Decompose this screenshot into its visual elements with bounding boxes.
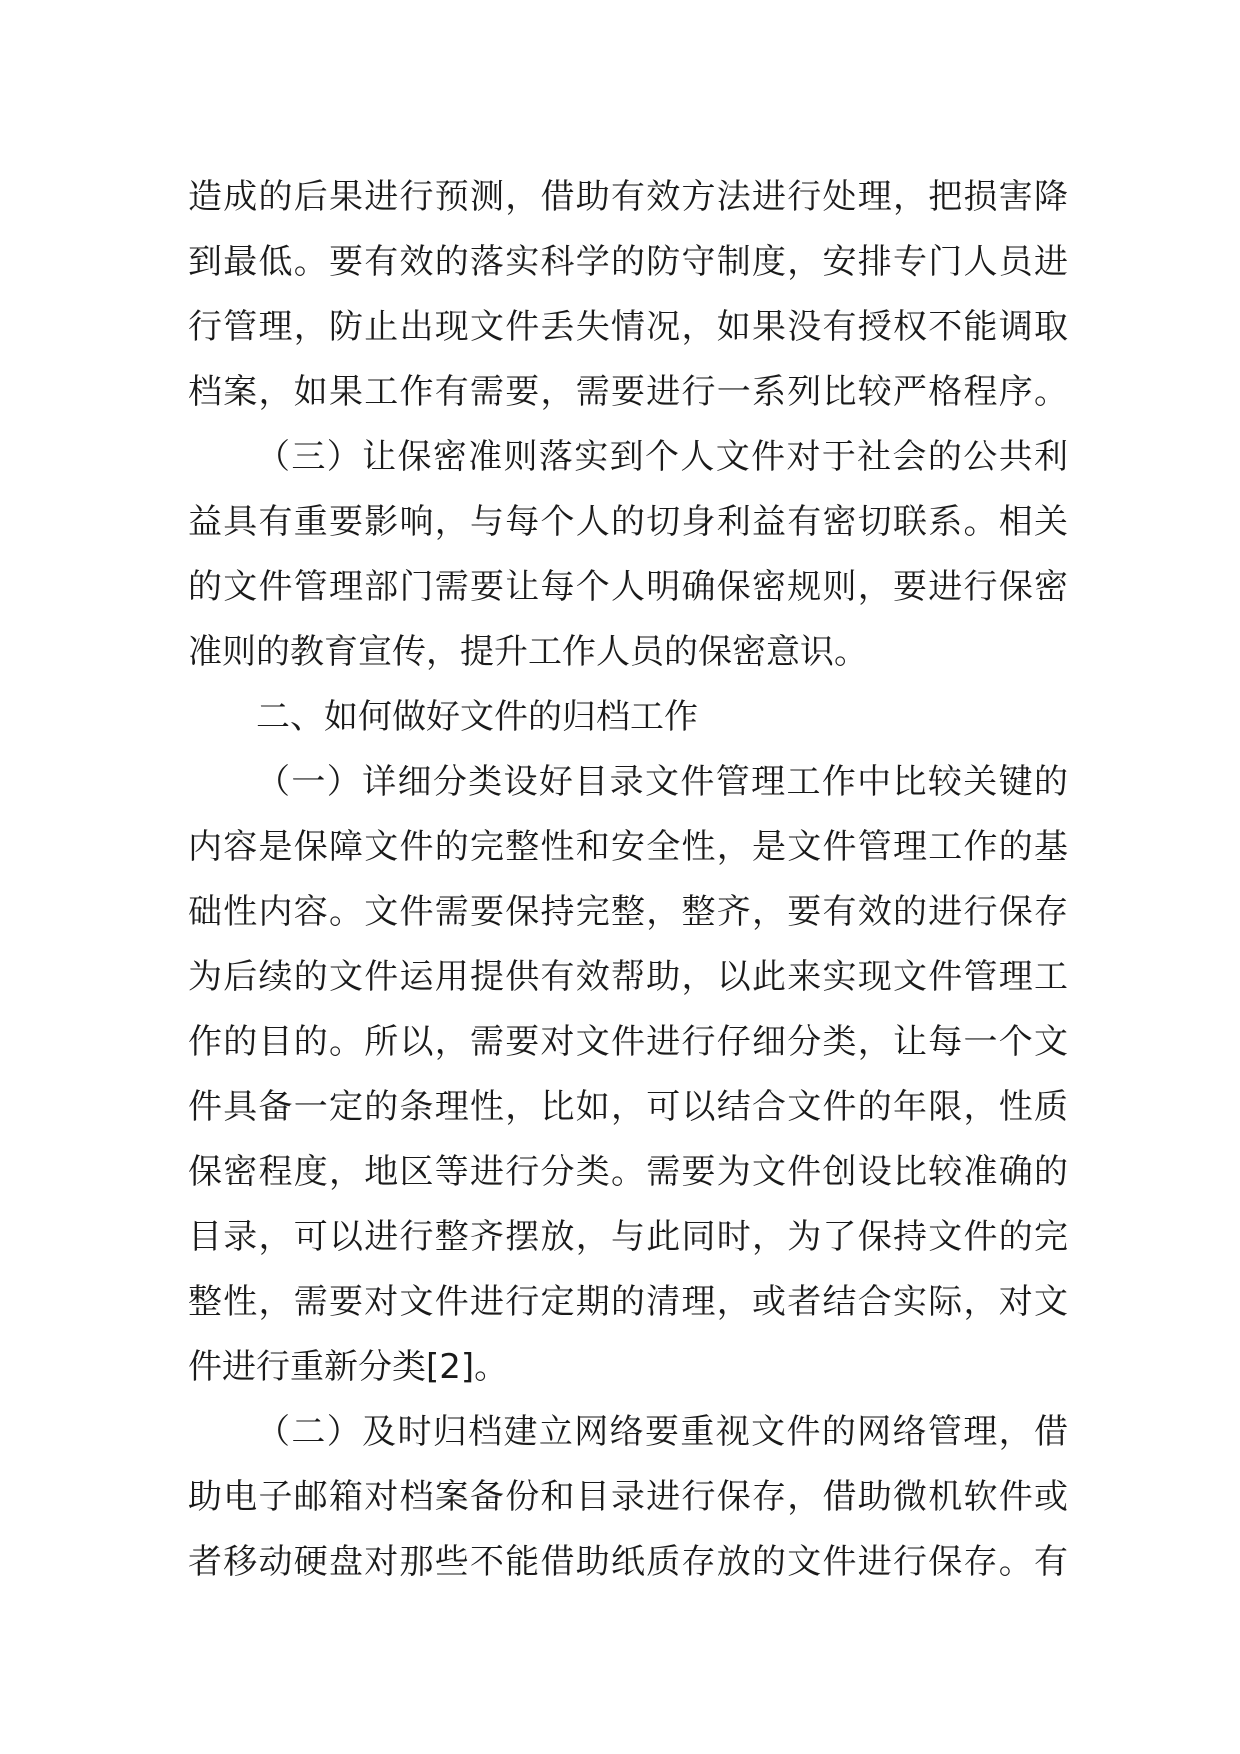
text-line: 目录，可以进行整齐摆放，与此同时，为了保持文件的完 xyxy=(188,1217,1068,1257)
text-line: 准则的教育宣传，提升工作人员的保密意识。 xyxy=(188,632,868,672)
section-heading-2: （二）及时归档建立网络要重视文件的网络管理，借 xyxy=(256,1412,1068,1452)
text-line: 础性内容。文件需要保持完整，整齐，要有效的进行保存 xyxy=(188,892,1068,932)
text-line: 档案，如果工作有需要，需要进行一系列比较严格程序。 xyxy=(188,372,1068,412)
text-line: 助电子邮箱对档案备份和目录进行保存，借助微机软件或 xyxy=(188,1477,1068,1517)
text-line: 保密程度，地区等进行分类。需要为文件创设比较准确的 xyxy=(188,1152,1068,1192)
text-line: 行管理，防止出现文件丢失情况，如果没有授权不能调取 xyxy=(188,307,1068,347)
text-line: 造成的后果进行预测，借助有效方法进行处理，把损害降 xyxy=(188,177,1068,217)
body-text xyxy=(188,165,1068,1595)
section-heading-3: （三）让保密准则落实到个人文件对于社会的公共利 xyxy=(256,437,1068,477)
text-line: 益具有重要影响，与每个人的切身利益有密切联系。相关 xyxy=(188,502,1068,542)
text-line: 的文件管理部门需要让每个人明确保密规则，要进行保密 xyxy=(188,567,1068,607)
section-heading-1: （一）详细分类设好目录文件管理工作中比较关键的 xyxy=(256,762,1068,802)
text-line: 到最低。要有效的落实科学的防守制度，安排专门人员进 xyxy=(188,242,1068,282)
text-line: 内容是保障文件的完整性和安全性，是文件管理工作的基 xyxy=(188,827,1068,867)
chapter-heading-2: 二、如何做好文件的归档工作 xyxy=(256,697,698,737)
text-line: 整性，需要对文件进行定期的清理，或者结合实际，对文 xyxy=(188,1282,1068,1322)
text-line: 件具备一定的条理性，比如，可以结合文件的年限，性质 xyxy=(188,1087,1068,1127)
text-line: 为后续的文件运用提供有效帮助，以此来实现文件管理工 xyxy=(188,957,1068,997)
text-line: 者移动硬盘对那些不能借助纸质存放的文件进行保存。有 xyxy=(188,1542,1068,1582)
text-line: 作的目的。所以，需要对文件进行仔细分类，让每一个文 xyxy=(188,1022,1068,1062)
text-line-with-citation: 件进行重新分类[2]。 xyxy=(188,1347,509,1387)
